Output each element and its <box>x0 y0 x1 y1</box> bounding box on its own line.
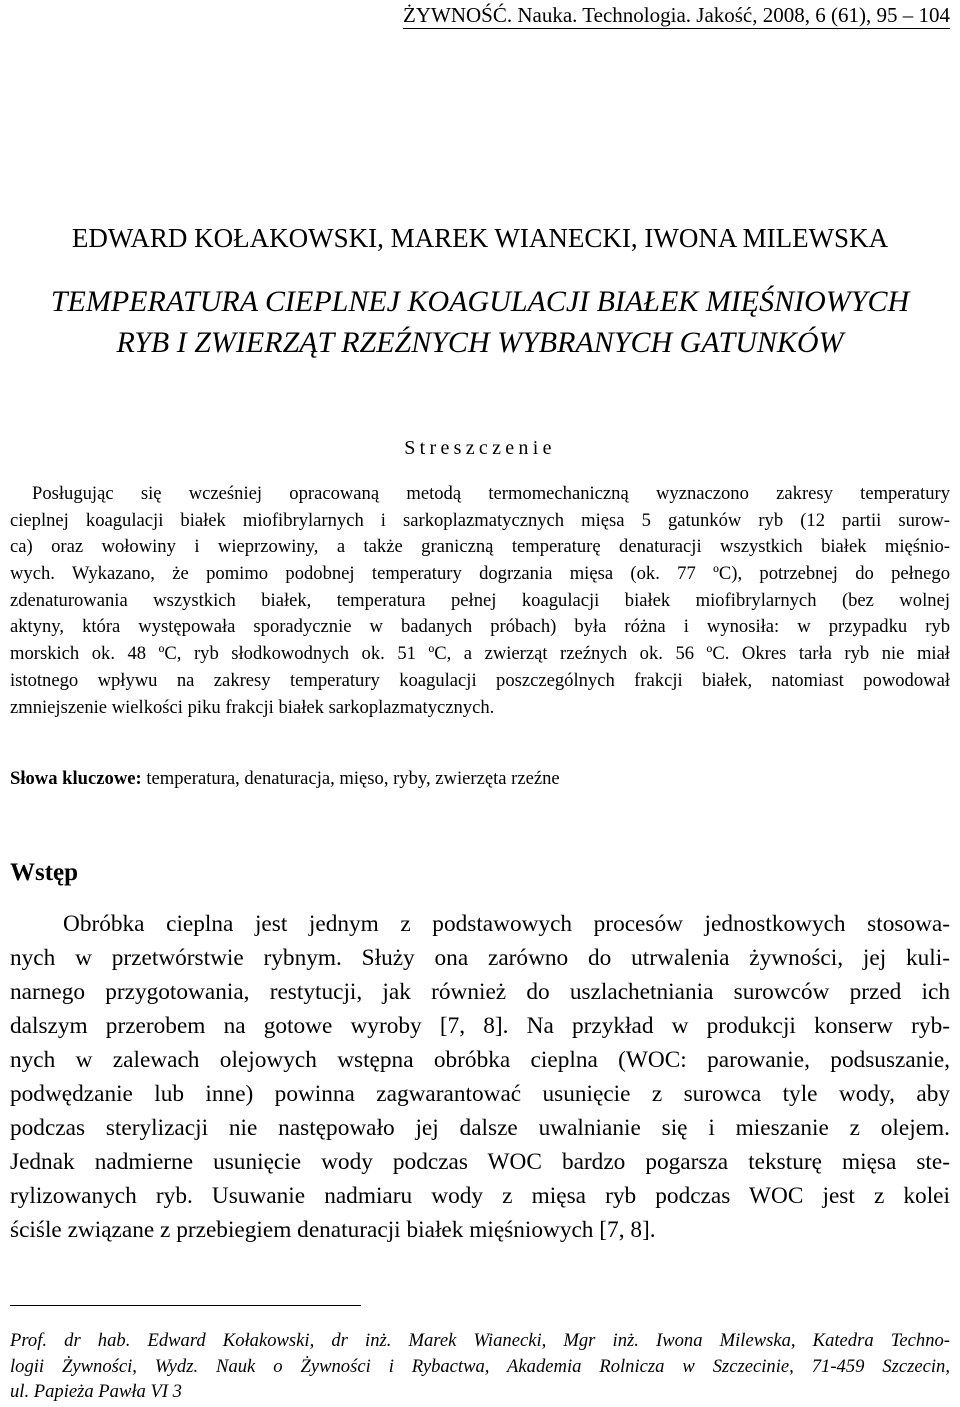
intro-line: dalszym przerobem na gotowe wyroby [7, 8]. Na przykład w produkcji konserw ryb- <box>10 1013 950 1039</box>
intro-line: nych w przetwórstwie rybnym. Służy ona zarówno do utrwalenia żywności, jej kuli- <box>10 945 950 971</box>
author-list: EDWARD KOŁAKOWSKI, MAREK WIANECKI, IWONA MILEWSKA <box>71 223 889 253</box>
article-title <box>10 281 950 363</box>
footnote-line: logii Żywności, Wydz. Nauk o Żywności i Rybactwa, Akademia Rolnicza w Szczecinie, 71-459 Szczecin, <box>10 1355 950 1377</box>
footnote-divider <box>10 1305 361 1306</box>
abstract-line: cieplnej koagulacji białek miofibrylarnych i sarkoplazmatycznych mięsa 5 gatunków ryb (12 partii surow- <box>10 509 950 531</box>
title-line-1: TEMPERATURA CIEPLNEJ KOAGULACJI BIAŁEK MIĘŚNIOWYCH <box>50 285 910 318</box>
keywords-text: temperatura, denaturacja, mięso, ryby, zwierzęta rzeźne <box>141 768 560 789</box>
intro-line: podczas sterylizacji nie następowało jej dalsze uwalnianie się i mieszanie z olejem. <box>10 1115 950 1141</box>
section-heading-intro: Wstęp <box>10 859 79 886</box>
intro-line: podwędzanie lub inne) powinna zagwarantować usunięcie z surowca tyle wody, aby <box>10 1081 950 1107</box>
keywords <box>10 766 950 792</box>
abstract-line: istotnego wpływu na zakresy temperatury koagulacji poszczególnych frakcji białek, natomiast powodował <box>10 669 950 691</box>
abstract-line: Posługując się wcześniej opracowaną metodą termomechaniczną wyznaczono zakresy temperatury <box>32 483 950 504</box>
abstract-line: aktyny, która występowała sporadycznie w badanych próbach) była różna i wynosiła: w przypadku ryb <box>10 616 950 638</box>
title-line-2: RYB I ZWIERZĄT RZEŹNYCH WYBRANYCH GATUNKÓW <box>116 326 844 359</box>
abstract-line: zdenaturowania wszystkich białek, temperatura pełnej koagulacji białek miofibrylarnych (bez wolnej <box>10 589 950 611</box>
intro-line: nych w zalewach olejowych wstępna obróbka cieplna (WOC: parowanie, podsuszanie, <box>10 1047 950 1073</box>
intro-line: ściśle związane z przebiegiem denaturacji białek mięśniowych [7, 8]. <box>10 1217 656 1243</box>
abstract-line: ca) oraz wołowiny i wieprzowiny, a także graniczną temperaturę denaturacji wszystkich białek mięśnio- <box>10 536 950 558</box>
intro-line: Jednak nadmierne usunięcie wody podczas WOC bardzo pogarsza teksturę mięsa ste- <box>10 1149 950 1175</box>
intro-line: narnego przygotowania, restytucji, jak również do uszlachetniania surowców przed ich <box>10 979 950 1005</box>
abstract-line: zmniejszenie wielkości piku frakcji białek sarkoplazmatycznych. <box>10 696 495 718</box>
footnote-line: Prof. dr hab. Edward Kołakowski, dr inż. Marek Wianecki, Mgr inż. Iwona Milewska, Katedra Techno- <box>10 1330 950 1351</box>
intro-line: Obróbka cieplna jest jednym z podstawowych procesów jednostkowych stosowa- <box>63 911 950 937</box>
abstract-heading: Streszczenie <box>404 437 556 459</box>
abstract-line: morskich ok. 48 ºC, ryb słodkowodnych ok. 51 ºC, a zwierząt rzeźnych ok. 56 ºC. Okres tarła ryb nie miał <box>10 643 950 665</box>
journal-header: ŻYWNOŚĆ. Nauka. Technologia. Jakość, 2008, 6 (61), 95 – 104 <box>403 3 950 27</box>
abstract-line: wych. Wykazano, że pomimo podobnej temperatury dogrzania mięsa (ok. 77 ºC), potrzebnej do pełnego <box>10 563 950 585</box>
intro-body <box>10 907 950 1247</box>
keywords-label: Słowa kluczowe: <box>10 768 142 789</box>
abstract-body <box>10 481 950 721</box>
intro-line: rylizowanych ryb. Usuwanie nadmiaru wody z mięsa ryb podczas WOC jest z kolei <box>10 1183 950 1209</box>
footnote <box>10 1328 950 1405</box>
footnote-line: ul. Papieża Pawła VI 3 <box>10 1381 182 1402</box>
